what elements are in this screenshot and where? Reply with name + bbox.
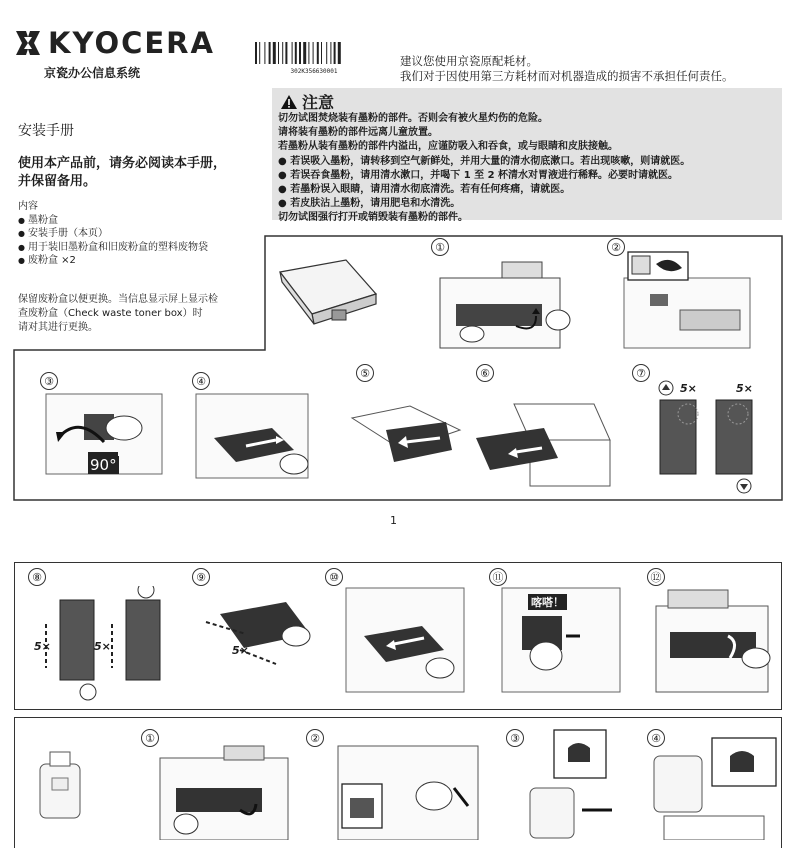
waste-step-2-remove-box-illustration bbox=[334, 744, 484, 840]
click-sound-label: 喀嗒！ bbox=[528, 594, 567, 610]
caution-line: 切勿试图焚烧装有墨粉的部件。否则会有被火星灼伤的危险。 bbox=[278, 113, 548, 124]
step-1-open-cover-illustration bbox=[436, 258, 576, 350]
intro-lead-line: 使用本产品前，请务必阅读本手册， bbox=[18, 156, 227, 171]
contents-item: ● 安装手册（本页） bbox=[18, 227, 208, 241]
step-7-number: ⑦ bbox=[632, 364, 650, 382]
step-2-number: ② bbox=[607, 238, 625, 256]
contents-item: ● 废粉盒 ×2 bbox=[18, 254, 208, 268]
step-12-number: ⑫ bbox=[647, 568, 665, 586]
notice-line: 我们对于因使用第三方耗材而对机器造成的损害不承担任何责任。 bbox=[400, 69, 734, 83]
waste-step-2-number: ② bbox=[306, 729, 324, 747]
caution-line: ● 若误吸入墨粉，请转移到空气新鲜处，并用大量的清水彻底漱口。若出现咳嗽，则请就医。 bbox=[278, 155, 691, 167]
step-8-number: ⑧ bbox=[28, 568, 46, 586]
shake-count-label: 5× bbox=[736, 382, 753, 395]
shake-count-label: 5× bbox=[94, 640, 111, 653]
step-4-number: ④ bbox=[192, 372, 210, 390]
waste-toner-box-illustration bbox=[32, 748, 88, 822]
step-10-number: ⑩ bbox=[325, 568, 343, 586]
step-1-number: ① bbox=[431, 238, 449, 256]
contents-heading: 内容 bbox=[18, 201, 38, 212]
intro-lead-line: 并保留备用。 bbox=[18, 174, 97, 189]
waste-note-line: 保留废粉盒以便更换。当信息显示屏上显示检 bbox=[18, 294, 218, 305]
caution-line: ● 若皮肤沾上墨粉，请用肥皂和水清洗。 bbox=[278, 198, 461, 210]
step-7-shake-cartridge-illustration bbox=[648, 380, 768, 494]
step-6-box-cartridge-illustration bbox=[474, 400, 614, 490]
step-6-number: ⑥ bbox=[476, 364, 494, 382]
contents-item: ● 墨粉盒 bbox=[18, 214, 208, 228]
shake-count-label: 5× bbox=[232, 644, 249, 657]
caution-line: 请将装有墨粉的部件远离儿童放置。 bbox=[278, 127, 438, 139]
brand-name: KYOCERA bbox=[48, 26, 215, 60]
shake-count-label: 5× bbox=[680, 382, 697, 395]
waste-step-4-number: ④ bbox=[647, 729, 665, 747]
step-9-number: ⑨ bbox=[192, 568, 210, 586]
waste-step-4-seal-box-illustration bbox=[650, 736, 778, 840]
step-5-number: ⑤ bbox=[356, 364, 374, 382]
waste-step-1-number: ① bbox=[141, 729, 159, 747]
step-12-close-cover-illustration bbox=[654, 588, 776, 696]
waste-note-line: 请对其进行更换。 bbox=[18, 322, 98, 333]
caution-line: ● 若墨粉误入眼睛，请用清水彻底清洗。若有任何疼痛，请就医。 bbox=[278, 184, 571, 196]
waste-step-3-cap-box-illustration bbox=[520, 728, 630, 840]
step-4-remove-cartridge-illustration bbox=[194, 392, 316, 482]
step-3-number: ③ bbox=[40, 372, 58, 390]
step-9-shake-horizontal-illustration bbox=[200, 596, 322, 676]
waste-step-3-number: ③ bbox=[506, 729, 524, 747]
step-5-bag-old-cartridge-illustration bbox=[350, 400, 462, 470]
caution-line: 若墨粉从装有墨粉的部件内溢出，应谨防吸入和吞食，或与眼睛和皮肤接触。 bbox=[278, 141, 618, 153]
step-10-insert-cartridge-illustration bbox=[344, 586, 474, 696]
shake-count-label: 5× bbox=[34, 640, 51, 653]
sub-brand: 京瓷办公信息系统 bbox=[44, 66, 141, 80]
toner-cartridge-illustration bbox=[276, 258, 380, 330]
step-2-lock-lever-illustration bbox=[620, 250, 760, 350]
waste-step-1-open-cover-illustration bbox=[156, 744, 298, 840]
waste-note-line: 查废粉盒（Check waste toner box）时 bbox=[18, 308, 203, 319]
angle-label: 90° bbox=[90, 456, 117, 474]
page-number: 1 bbox=[390, 514, 397, 527]
caution-heading-text: 注意 bbox=[302, 93, 335, 112]
notice-line: 建议您使用京瓷原配耗材。 bbox=[400, 54, 538, 68]
caution-line: ● 若误吞食墨粉，请用清水漱口，并喝下 1 至 2 杯清水对胃液进行稀释。必要时请就医。 bbox=[278, 169, 679, 181]
contents-item: ● 用于装旧墨粉盒和旧废粉盒的塑料废物袋 bbox=[18, 241, 208, 255]
manual-title: 安装手册 bbox=[18, 123, 74, 139]
caution-line: 切勿试图强行打开或销毁装有墨粉的部件。 bbox=[278, 212, 468, 224]
barcode-number: 302K356630001 bbox=[290, 68, 338, 75]
step-11-number: ⑪ bbox=[489, 568, 507, 586]
